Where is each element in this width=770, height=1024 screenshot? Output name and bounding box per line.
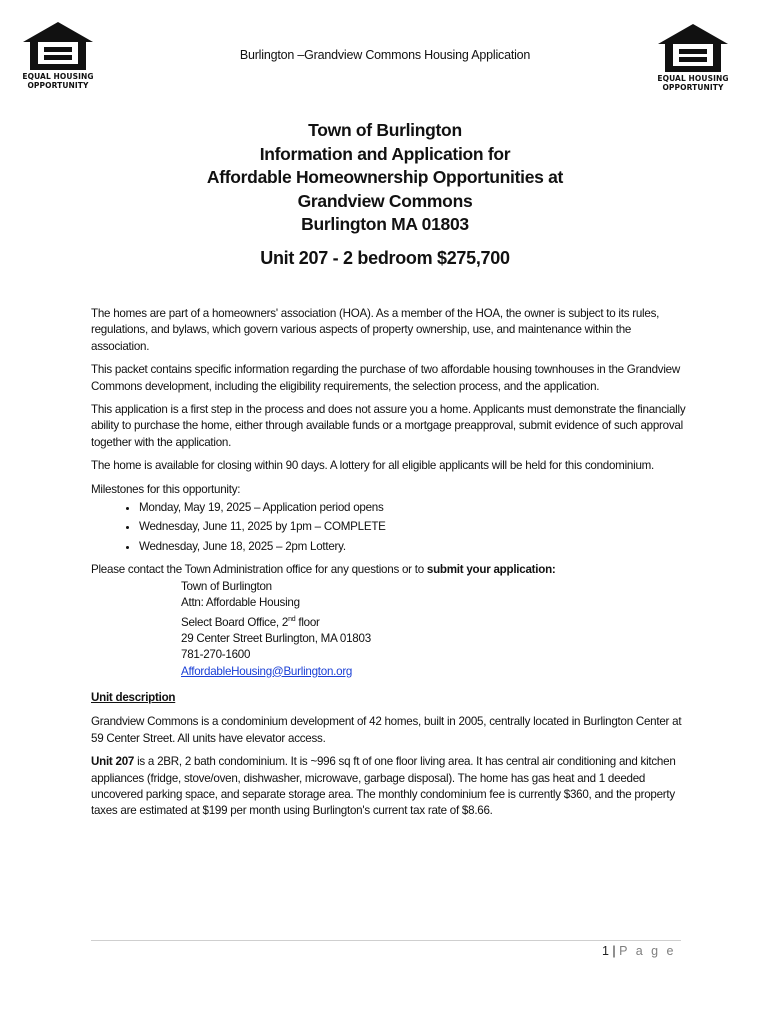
unit-description-heading: Unit description [91, 690, 176, 704]
milestone-item: • Wednesday, June 11, 2025 by 1pm – COMPLETE [139, 519, 687, 535]
milestones-intro: Milestones for this opportunity: [91, 482, 241, 496]
milestones-list [91, 500, 687, 555]
logo-line2: OPPORTUNITY [662, 83, 724, 92]
address-line-2: Attn: Affordable Housing [181, 596, 300, 610]
page-separator: | [612, 944, 616, 958]
address-line-4: 29 Center Street Burlington, MA 01803 [181, 631, 371, 645]
milestone-item: • Wednesday, June 18, 2025 – 2pm Lottery. [139, 539, 687, 555]
contact-phone: 781-270-1600 [181, 648, 251, 662]
title-line-2: Information and Application for [259, 143, 511, 164]
closing-paragraph: The home is available for closing within 90 days. A lottery for all eligible applicants will be held for this condominium. [91, 459, 655, 473]
logo-line1: EQUAL HOUSING [22, 72, 94, 81]
footer-divider [91, 940, 681, 941]
hoa-paragraph: The homes are part of a homeowners' association (HOA). As a member of the HOA, the owner is subject to its rules, regulations, and bylaws, which govern various aspects of property ownership, use, and maintenance within the association. [91, 307, 660, 353]
contact-address [181, 579, 687, 680]
title-line-3: Affordable Homeownership Opportunities at [206, 167, 564, 187]
logo-line1: EQUAL HOUSING [657, 74, 729, 83]
document-body [91, 306, 687, 827]
house-icon [22, 20, 94, 72]
packet-paragraph: This packet contains specific information regarding the purchase of two affordable housing townhouses in the Grandview Commons development, including the eligibility requirements, the selection process, and the application. [91, 363, 680, 393]
unit-price-heading: Unit 207 - 2 bedroom $275,700 [260, 247, 510, 268]
milestone-item: • Monday, May 19, 2025 – Application period opens [139, 500, 687, 516]
unit-details-paragraph: Unit 207 is a 2BR, 2 bath condominium. It is ~996 sq ft of one floor living area. It has central air conditioning and kitchen appliances (fridge, stove/oven, dishwasher, microwave, garbage disposal). The home has gas heat and 1 deeded uncovered parking space, and separate storage area. The monthly condominium fee is currently $360, and the property taxes are estimated at $199 per month using Burlington's current tax rate of $8.66. [91, 755, 676, 818]
contact-intro: Please contact the Town Administration office for any questions or to submit your application: [91, 563, 556, 577]
document-title [0, 119, 770, 270]
address-line-3: Select Board Office, 2nd floor [181, 615, 320, 629]
logo-line2: OPPORTUNITY [27, 81, 89, 90]
title-line-1: Town of Burlington [308, 120, 462, 140]
page-header: Burlington –Grandview Commons Housing Application [239, 48, 531, 62]
title-line-5: Burlington MA 01803 [301, 214, 469, 234]
page-label: P a g e [619, 944, 676, 958]
title-line-4: Grandview Commons [297, 190, 473, 211]
submit-application-bold: submit your application: [426, 563, 556, 577]
page-number: 1 [601, 944, 609, 958]
application-paragraph: This application is a first step in the process and does not assure you a home. Applicants must demonstrate the financially ability to purchase the home, either through available funds or a mortgage preapproval, submit evidence of such approval together with the application. [91, 403, 686, 449]
development-paragraph: Grandview Commons is a condominium development of 42 homes, built in 2005, centrally located in Burlington Center at 59 Center Street. All units have elevator access. [91, 715, 682, 745]
contact-email-link[interactable]: AffordableHousing@Burlington.org [181, 664, 353, 678]
page-footer [602, 944, 676, 958]
address-line-1: Town of Burlington [181, 579, 272, 593]
